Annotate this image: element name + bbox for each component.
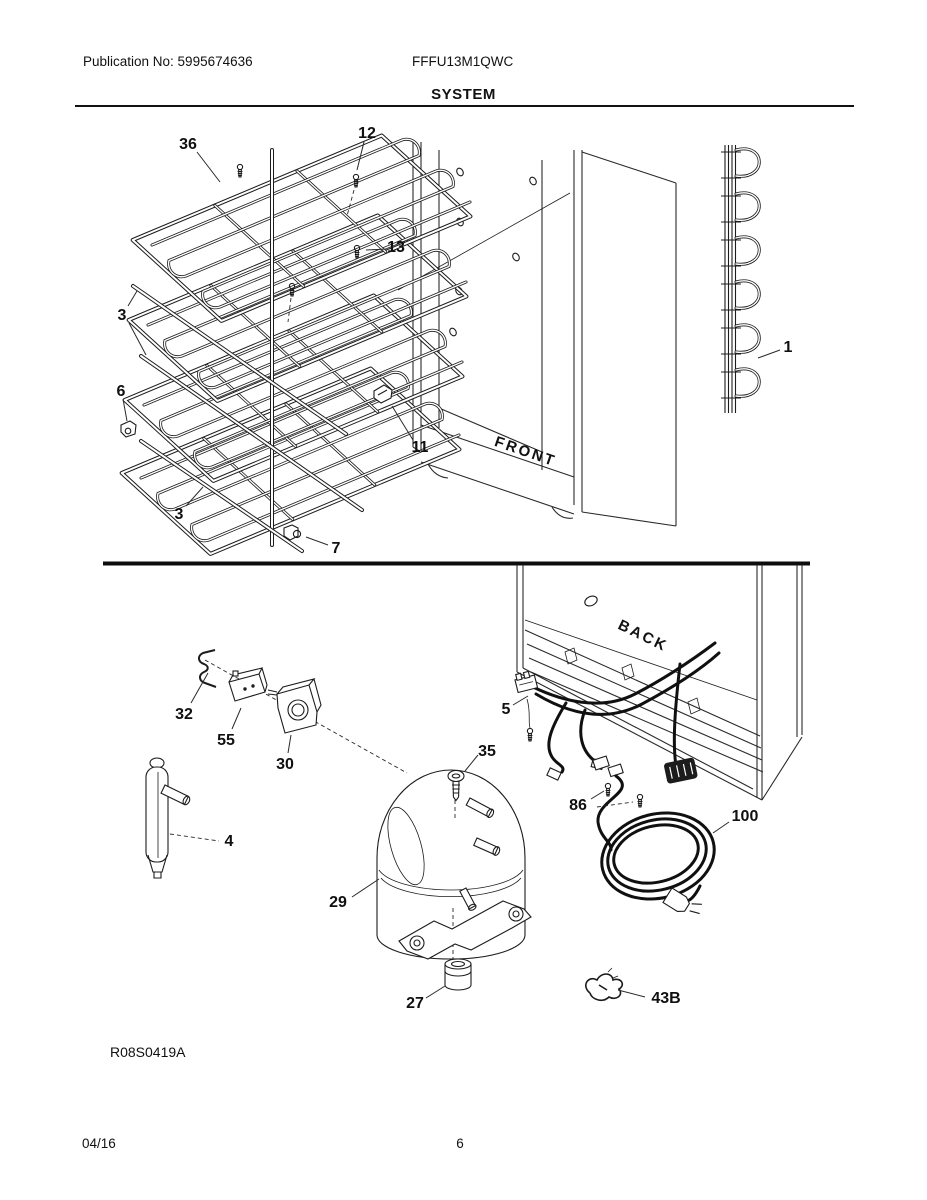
callout-29: 29 xyxy=(329,894,347,911)
callout-43b: 43B xyxy=(651,990,681,1007)
footer-date: 04/16 xyxy=(82,1136,116,1151)
section-divider xyxy=(103,562,810,566)
page-title: SYSTEM xyxy=(431,86,496,103)
callout-5: 5 xyxy=(501,701,511,718)
overload-30 xyxy=(268,679,321,733)
callout-12: 12 xyxy=(358,125,376,142)
callout-32: 32 xyxy=(175,706,193,723)
publication-number: Publication No: 5995674636 xyxy=(83,54,253,69)
page-number: 6 xyxy=(456,1136,464,1151)
grommet-27 xyxy=(445,959,471,990)
clamp-43b xyxy=(586,968,623,1000)
relay-55 xyxy=(229,668,267,701)
compressor xyxy=(377,770,531,990)
callout-36: 36 xyxy=(179,136,197,153)
callout-27: 27 xyxy=(406,995,424,1012)
drier-4 xyxy=(146,758,191,878)
callout-7: 7 xyxy=(331,540,341,557)
leader-lines xyxy=(123,142,780,998)
callout-3a: 3 xyxy=(117,307,127,324)
callout-55: 55 xyxy=(217,732,235,749)
drawing-number: R08S0419A xyxy=(110,1044,186,1060)
callout-1: 1 xyxy=(783,339,793,356)
connector-86a xyxy=(593,756,609,770)
model-number: FFFU13M1QWC xyxy=(412,54,514,69)
callout-30: 30 xyxy=(276,756,294,773)
callout-86: 86 xyxy=(569,797,587,814)
clip-7 xyxy=(284,525,301,540)
screw-86 xyxy=(605,783,610,796)
callout-35: 35 xyxy=(478,743,496,760)
shelf-screw xyxy=(237,164,242,177)
screw-86b xyxy=(637,794,642,807)
callout-11: 11 xyxy=(411,439,429,456)
callout-4: 4 xyxy=(224,833,234,850)
bracket-32 xyxy=(199,650,216,687)
callout-100: 100 xyxy=(731,808,759,825)
callout-13: 13 xyxy=(387,239,405,256)
power-cord xyxy=(593,776,724,922)
front-label: FRONT xyxy=(492,433,559,471)
screw-35 xyxy=(448,771,464,801)
cabinet-screw-holes xyxy=(448,167,537,337)
evaporator-shelves xyxy=(122,136,471,554)
callout-3b: 3 xyxy=(174,506,184,523)
clip-6 xyxy=(121,421,136,437)
wiring-harness xyxy=(514,643,719,807)
condenser-coil xyxy=(721,145,759,413)
harness-plug-large xyxy=(664,758,698,784)
back-label: BACK xyxy=(615,616,671,656)
clip-11 xyxy=(374,385,392,403)
callout-6: 6 xyxy=(116,383,126,400)
